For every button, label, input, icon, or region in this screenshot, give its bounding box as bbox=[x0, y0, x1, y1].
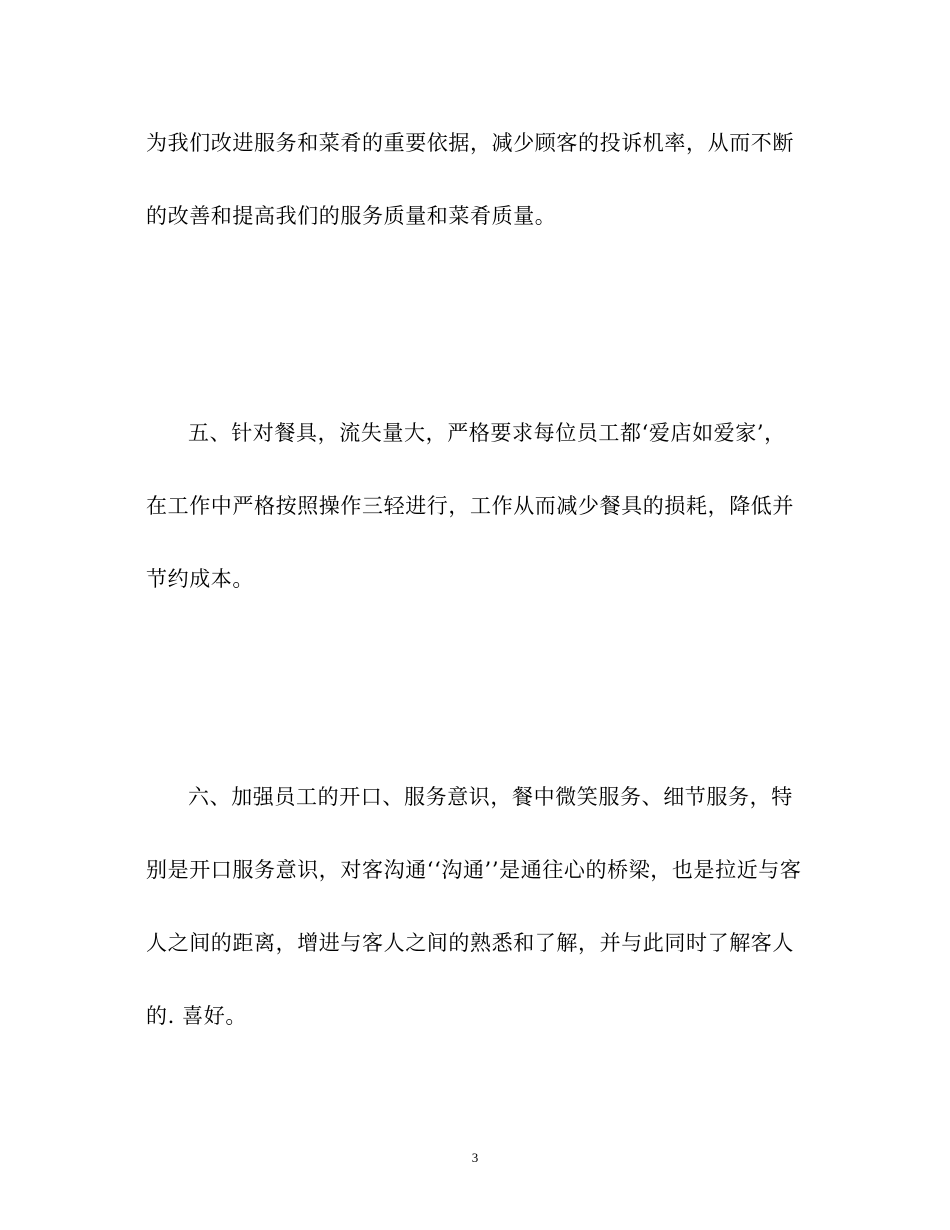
paragraph-2-line-2: 在工作中严格按照操作三轻进行，工作从而减少餐具的损耗，降低并 bbox=[146, 494, 794, 518]
paragraph-1-line-2: 的改善和提高我们的服务质量和菜肴质量。 bbox=[146, 204, 557, 228]
page-number: 3 bbox=[471, 1150, 479, 1165]
paragraph-2-line-3: 节约成本。 bbox=[146, 567, 254, 591]
paragraph-3-line-4: 的. 喜好。 bbox=[146, 1004, 247, 1028]
paragraph-3-line-1: 六、加强员工的开口、服务意识，餐中微笑服务、细节服务，特 bbox=[188, 785, 793, 809]
paragraph-3-line-3: 人之间的距离，增进与客人之间的熟悉和了解，并与此同时了解客人 bbox=[146, 931, 794, 955]
paragraph-2-line-1: 五、针对餐具，流失量大，严格要求每位员工都‘爱店如爱家’， bbox=[188, 421, 786, 445]
paragraph-1-line-1: 为我们改进服务和菜肴的重要依据，减少顾客的投诉机率，从而不断 bbox=[146, 131, 794, 155]
paragraph-3-line-2: 别是开口服务意识，对客沟通‘‘沟通’’是通往心的桥梁，也是拉近与客 bbox=[146, 858, 802, 882]
